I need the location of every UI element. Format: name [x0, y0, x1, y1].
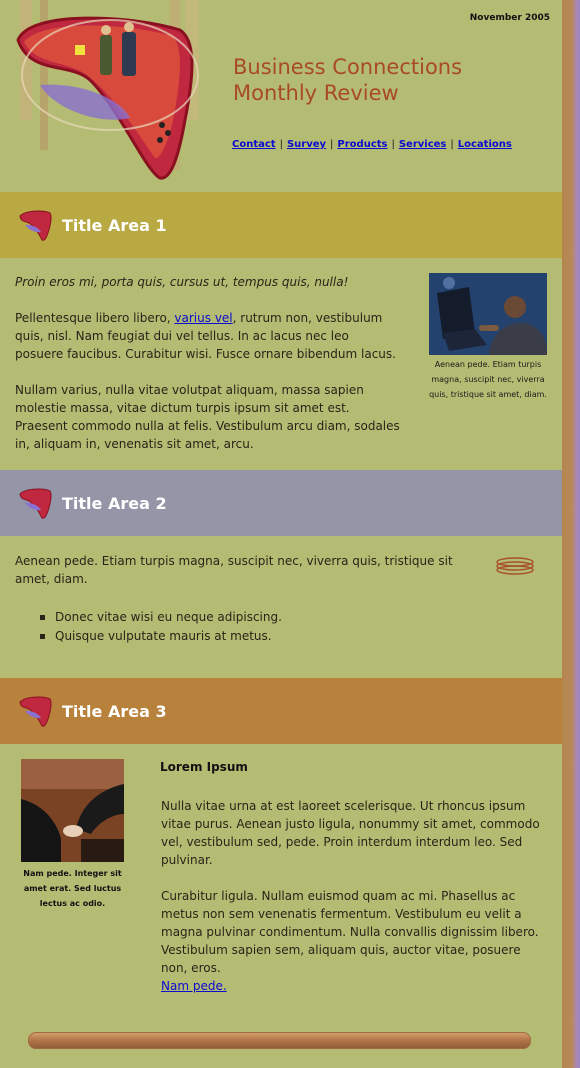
section-1-paragraph-2: Nullam varius, nulla vitae volutpat aliquam, massa sapien molestie massa, vitae dictum turpis ipsum sit amet est. Praesent commodo nulla at felis. Vestibulum arcu diam, sodales in, aliquam in, venenatis sit amet, arcu. [15, 383, 400, 451]
list-item: Donec vitae wisi eu neque adipiscing. [40, 608, 282, 627]
photo-illustration [429, 273, 547, 355]
list-item: Quisque vulputate mauris at metus. [40, 627, 282, 646]
issue-date: November 2005 [469, 13, 550, 23]
section-3-paragraph-2 [161, 887, 546, 995]
section-1-paragraph-1 [15, 309, 400, 363]
inline-link-varius-vel[interactable]: varius vel [174, 311, 233, 325]
header [0, 0, 562, 192]
nav-separator: | [330, 139, 334, 150]
title-bar-3 [0, 678, 562, 744]
right-decorative-rail [562, 0, 580, 1068]
nav-separator: | [450, 139, 454, 150]
businessman-laptop-photo [429, 273, 547, 355]
section-2-title: Title Area 2 [62, 493, 167, 513]
nav-link-survey[interactable]: Survey [286, 139, 327, 150]
masthead-line-1: Business Connections [233, 55, 463, 79]
section-1-text [15, 273, 400, 471]
section-2-content [0, 536, 562, 678]
section-3-heading: Lorem Ipsum [160, 760, 248, 774]
boomerang-icon [18, 208, 54, 242]
paragraph-text: Pellentesque libero libero, [15, 311, 175, 325]
boomerang-icon [18, 694, 54, 728]
section-3-title: Title Area 3 [62, 701, 167, 721]
paragraph-text: Curabitur ligula. Nullam euismod quam ac mi. Phasellus ac metus non sem venenatis fermentum. Vestibulum eu velit a magna pulvinar condimentum. Nulla convallis dignissim libero. Vestibulum sapien sem, aliquam quis, auctor vitae, posuere non, eros. [161, 889, 539, 975]
nav-link-locations[interactable]: Locations [457, 139, 512, 150]
section-2-text: Aenean pede. Etiam turpis magna, suscipit nec, viverra quis, tristique sit amet, diam. [15, 554, 453, 586]
section-3-text [161, 797, 546, 1013]
section-1-title: Title Area 1 [62, 215, 167, 235]
business-figures-logo-image [10, 0, 210, 185]
coiled-ring-icon [495, 556, 535, 578]
photo-illustration [21, 759, 124, 862]
section-1-lead: Proin eros mi, porta quis, cursus ut, tempus quis, nulla! [15, 275, 349, 289]
section-2-bullet-list [40, 608, 282, 646]
boomerang-icon [18, 486, 54, 520]
masthead-line-2: Monthly Review [233, 81, 399, 105]
link-nam-pede[interactable]: Nam pede. [161, 979, 227, 993]
nav-separator: | [279, 139, 283, 150]
section-3-paragraph-1: Nulla vitae urna at est laoreet scelerisque. Ut rhoncus ipsum vitae purus. Aenean justo ligula, nonummy sit amet, commodo vel, vestibulum sed, pede. Proin interdum interdum leo. Sed pulvinar. [161, 799, 540, 867]
paragraph-text: , rutrum non, vestibulum quis, nisl. Nam feugiat dui vel tellus. In ac lacus nec leo posuere faucibus. Curabitur wisi. Fusce ornare bibendum lacus. [15, 311, 396, 361]
title-bar-1 [0, 192, 562, 258]
handshake-photo [21, 759, 124, 862]
photo-caption-1: Aenean pede. Etiam turpis magna, suscipit nec, viverra quis, tristique sit amet, diam. [429, 360, 547, 399]
nav-link-products[interactable]: Products [337, 139, 388, 150]
section-1-content [0, 258, 562, 470]
nav-separator: | [391, 139, 395, 150]
footer-decorative-bar [28, 1032, 531, 1049]
title-bar-2 [0, 470, 562, 536]
masthead-title [233, 54, 462, 106]
top-navigation [232, 139, 512, 150]
nav-link-services[interactable]: Services [398, 139, 447, 150]
section-3-content [0, 744, 562, 1032]
nav-link-contact[interactable]: Contact [232, 139, 276, 150]
photo-caption-3: Nam pede. Integer sit amet erat. Sed luctus lectus ac odio. [23, 869, 122, 908]
